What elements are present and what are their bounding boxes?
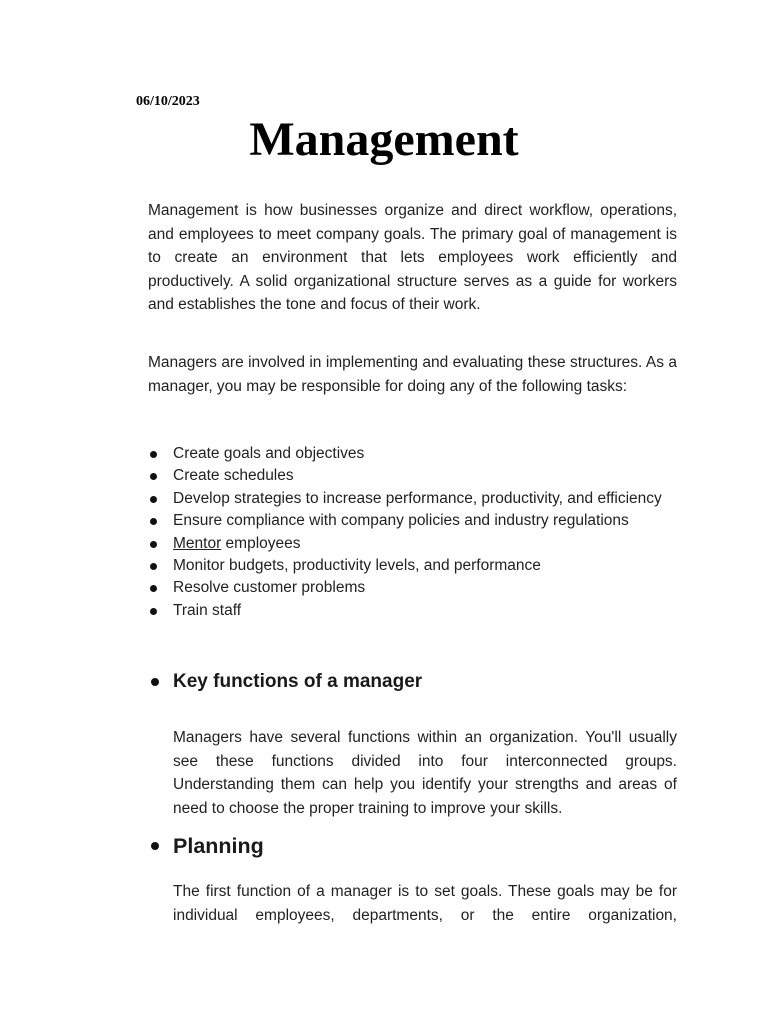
task-text: Train staff (173, 601, 242, 619)
list-item (148, 533, 708, 555)
list-item (148, 600, 708, 622)
bullet-icon (150, 451, 157, 458)
bullet-icon (150, 541, 157, 548)
heading-text: Key functions of a manager (173, 671, 423, 692)
bullet-icon (150, 585, 157, 592)
intro-paragraph: Management is how businesses organize and direct workflow, operations, and employees to meet company goals. The primary goal of management is to create an environment that lets employees work efficiently and productively. A solid organizational structure serves as a guide for workers and establishes the tone and focus of their work. (148, 202, 677, 313)
list-item (148, 510, 708, 532)
task-text: Monitor budgets, productivity levels, and performance (173, 557, 541, 575)
task-list (148, 443, 708, 622)
bullet-icon (150, 496, 157, 503)
list-item (148, 443, 708, 465)
key-functions-heading (148, 668, 422, 696)
planning-heading (148, 830, 264, 862)
bullet-icon (150, 473, 157, 480)
task-text: Ensure compliance with company policies and industry regulations (173, 512, 629, 530)
mentor-link[interactable]: Mentor (173, 534, 222, 552)
bullet-icon (151, 842, 159, 850)
task-text: Develop strategies to increase performance, productivity, and efficiency (173, 489, 662, 507)
task-text: Create goals and objectives (173, 445, 365, 462)
bullet-icon (150, 608, 157, 615)
list-item (148, 465, 708, 487)
list-item (148, 577, 708, 599)
planning-paragraph: The first function of a manager is to set goals. These goals may be for individual employees, departments, or the entire organization, (173, 883, 677, 924)
document-date: 06/10/2023 (136, 94, 200, 109)
task-text: Create schedules (173, 467, 294, 485)
list-item (148, 555, 708, 577)
key-functions-paragraph: Managers have several functions within an organization. You'll usually see these functions divided into four interconnected groups. Understanding them can help you identify your strengths and areas of need to choose the proper training to improve your skills. (173, 729, 677, 817)
task-text: employees (221, 534, 301, 552)
list-item (148, 488, 708, 510)
heading-text: Planning (173, 834, 264, 858)
bullet-icon (150, 518, 157, 525)
bullet-icon (150, 563, 157, 570)
task-text: Resolve customer problems (173, 579, 366, 597)
bullet-icon (151, 678, 159, 686)
page-title: Management (249, 113, 519, 166)
managers-paragraph: Managers are involved in implementing and evaluating these structures. As a manager, you may be responsible for doing any of the following tasks: (148, 354, 677, 395)
